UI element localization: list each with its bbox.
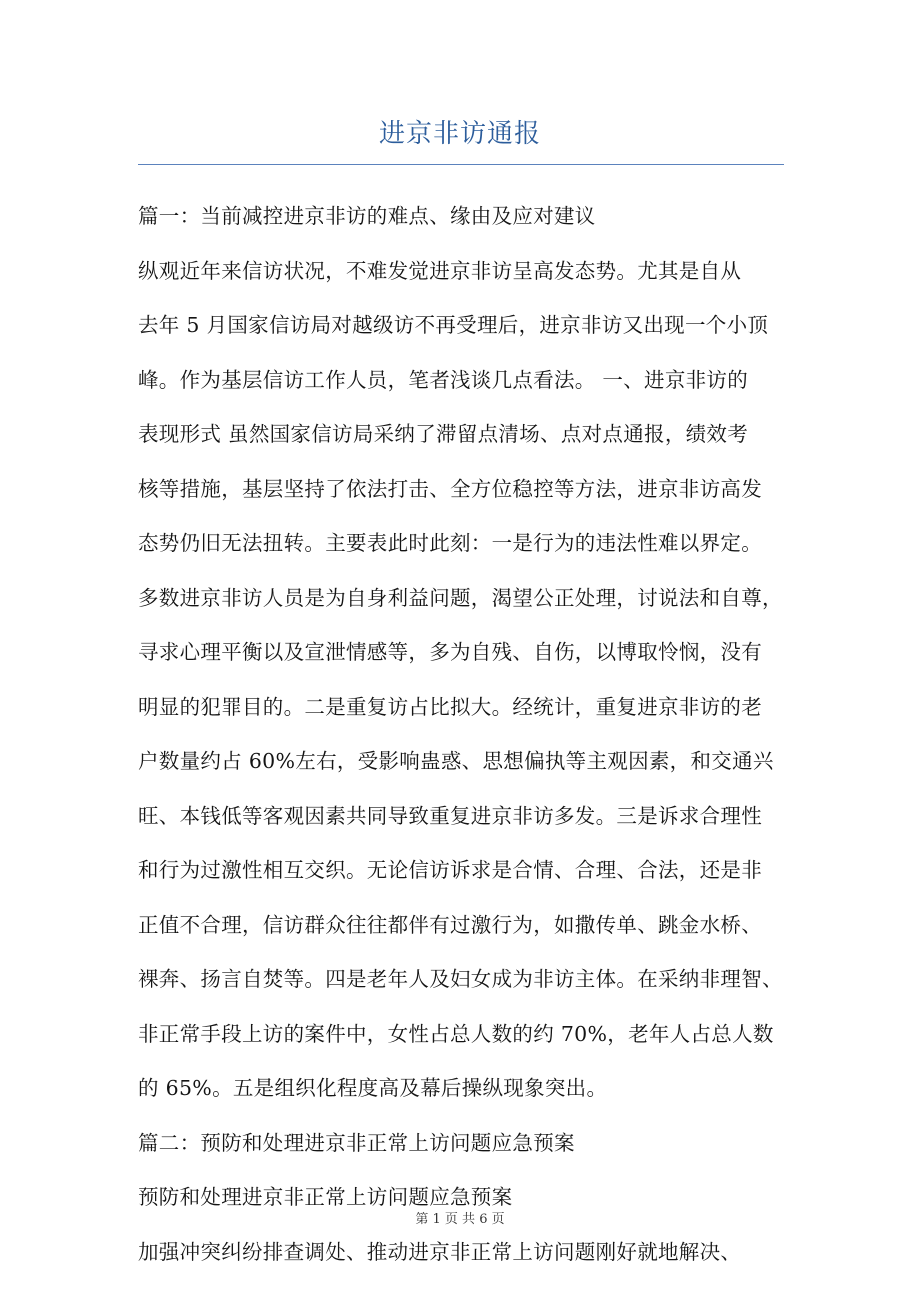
text-line: 寻求心理平衡以及宣泄情感等，多为自残、自伤，以博取怜悯，没有 [138, 640, 762, 664]
text-line: 和行为过激性相互交织。无论信访诉求是合情、合理、合法，还是非 [138, 858, 762, 882]
text-line: 裸奔、扬言自焚等。四是老年人及妇女成为非访主体。在采纳非理智、 [138, 967, 783, 991]
section-heading: 篇二：预防和处理进京非正常上访问题应急预案 [138, 1130, 575, 1155]
text-line: 的 65%。五是组织化程度高及幕后操纵现象突出。 [138, 1076, 608, 1100]
text-line: 表现形式 虽然国家信访局采纳了滞留点清场、点对点通报，绩效考 [138, 422, 749, 446]
text-line: 加强冲突纠纷排查调处、推动进京非正常上访问题刚好就地解决、 [138, 1239, 742, 1264]
text-line: 态势仍旧无法扭转。主要表此时此刻：一是行为的违法性难以界定。 [138, 531, 762, 555]
text-line: 旺、本钱低等客观因素共同导致重复进京非访多发。三是诉求合理性 [138, 803, 762, 828]
text-line: 预防和处理进京非正常上访问题应急预案 [138, 1185, 513, 1209]
page-number-footer: 第 1 页 共 6 页 [415, 1212, 505, 1227]
text-line: 篇一：当前减控进京非访的难点、缘由及应对建议 [138, 204, 596, 228]
text-line: 去年 5 月国家信访局对越级访不再受理后，进京非访又出现一个小顶 [138, 313, 769, 337]
document-title: 进京非访通报 [378, 119, 541, 149]
text-line: 核等措施，基层坚持了依法打击、全方位稳控等方法，进京非访高发 [138, 476, 762, 501]
title-underline [138, 164, 784, 165]
text-line: 正值不合理，信访群众往往都伴有过激行为，如撒传单、跳金水桥、 [138, 912, 762, 937]
text-line: 纵观近年来信访状况，不难发觉进京非访呈高发态势。尤其是自从 [138, 258, 742, 283]
text-line: 明显的犯罪目的。二是重复访占比拟大。经统计，重复进京非访的老 [138, 694, 762, 719]
document-body [138, 198, 794, 1288]
text-line: 非正常手段上访的案件中，女性占总人数的约 70%，老年人占总人数 [138, 1021, 774, 1046]
text-line: 户数量约占 60%左右，受影响蛊惑、思想偏执等主观因素，和交通兴 [138, 749, 774, 773]
text-line: 多数进京非访人员是为自身利益问题，渴望公正处理，讨说法和自尊， [138, 585, 783, 610]
text-line: 峰。作为基层信访工作人员，笔者浅谈几点看法。 一、进京非访的 [138, 367, 749, 392]
